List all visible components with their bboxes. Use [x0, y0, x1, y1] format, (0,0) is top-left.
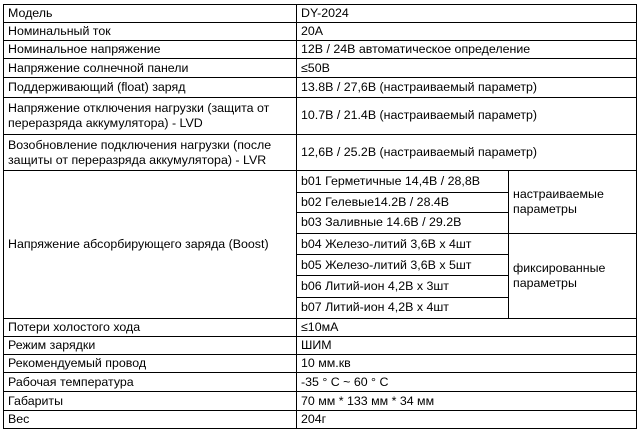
- row-label: Потери холостого хода: [4, 318, 297, 336]
- table-row: [4, 135, 637, 171]
- table-row: [4, 59, 637, 77]
- group-fixed-label: фиксированные параметры: [509, 234, 637, 319]
- row-label: Габариты: [4, 392, 297, 410]
- group-adjustable-label: настраиваемые параметры: [509, 171, 637, 234]
- table-row: [4, 23, 637, 41]
- table-row: [4, 77, 637, 97]
- row-label: Режим зарядки: [4, 336, 297, 354]
- row-value: 20A: [297, 23, 637, 41]
- row-value: 12В / 24В автоматическое определение: [297, 41, 637, 59]
- row-value: ≤50В: [297, 59, 637, 77]
- row-value: DY-2024: [297, 5, 637, 23]
- row-value: 10.7В / 21.4В (настраиваемый параметр): [297, 97, 637, 134]
- row-label: Напряжение солнечной панели: [4, 59, 297, 77]
- table-row: [4, 5, 637, 23]
- row-label: Номинальный ток: [4, 23, 297, 41]
- spec-table: [3, 4, 637, 429]
- row-value: 12,6В / 25.2В (настраиваемый параметр): [297, 135, 637, 171]
- row-value: -35 ° C ~ 60 ° C: [297, 373, 637, 392]
- table-row: [4, 410, 637, 428]
- table-row: [4, 171, 637, 192]
- boost-item: b02 Гелевые14.2В / 28.4В: [297, 192, 509, 212]
- row-value: 13.8В / 27,6В (настраиваемый параметр): [297, 77, 637, 97]
- table-row: [4, 355, 637, 373]
- row-value: 70 мм * 133 мм * 34 мм: [297, 392, 637, 410]
- boost-item: b03 Заливные 14.6В / 29.2В: [297, 212, 509, 233]
- row-label: Модель: [4, 5, 297, 23]
- table-row: [4, 97, 637, 134]
- table-row: [4, 336, 637, 354]
- row-value: ≤10мА: [297, 318, 637, 336]
- row-label: Напряжение отключения нагрузки (защита от переразряда аккумулятора) - LVD: [4, 97, 297, 134]
- row-label: Рекомендуемый провод: [4, 355, 297, 373]
- row-value: ШИМ: [297, 336, 637, 354]
- table-row: [4, 392, 637, 410]
- row-label: Номинальное напряжение: [4, 41, 297, 59]
- boost-item: b07 Литий-ион 4,2В х 4шт: [297, 297, 509, 318]
- row-label: Возобновление подключения нагрузки (после защиты от переразряда аккумулятора) - LVR: [4, 135, 297, 171]
- row-label: Вес: [4, 410, 297, 428]
- boost-item: b05 Железо-литий 3,6В х 5шт: [297, 255, 509, 276]
- boost-item: b06 Литий-ион 4,2В х 3шт: [297, 276, 509, 297]
- boost-item: b04 Железо-литий 3,6В х 4шт: [297, 234, 509, 255]
- table-row: [4, 318, 637, 336]
- table-row: [4, 373, 637, 392]
- row-value: 10 мм.кв: [297, 355, 637, 373]
- row-label: Поддерживающий (float) заряд: [4, 77, 297, 97]
- boost-item: b01 Герметичные 14,4В / 28,8В: [297, 171, 509, 192]
- row-label: Рабочая температура: [4, 373, 297, 392]
- row-value: 204г: [297, 410, 637, 428]
- boost-label: Напряжение абсорбирующего заряда (Boost): [4, 171, 297, 318]
- table-row: [4, 41, 637, 59]
